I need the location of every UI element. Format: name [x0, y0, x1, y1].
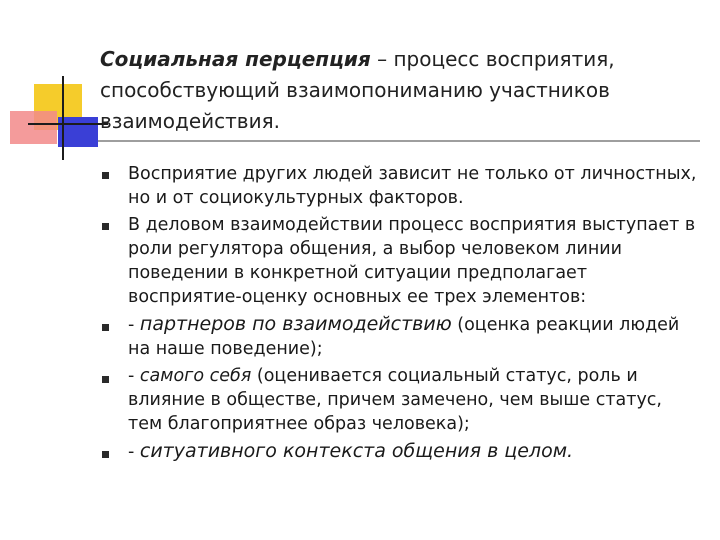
list-item	[100, 439, 700, 464]
title-term: Социальная перцепция	[100, 47, 371, 71]
red-square	[10, 111, 57, 144]
list-item-text: (оценка реакции людей на наше поведение);	[128, 315, 680, 359]
list-item-text: Восприятие других людей зависит не только от личностных, но и от социокультурных факторов.	[128, 164, 697, 208]
list-item-emphasis: ситуативного контекста общения в целом.	[139, 440, 574, 462]
list-item-emphasis: партнеров по взаимодействию	[139, 313, 452, 335]
list-item-text: (оценивается социальный статус, роль и влияние в обществе, причем замечено, чем выше статус, тем благоприятнее образ человека);	[128, 366, 662, 434]
list-item	[100, 312, 700, 361]
list-item	[100, 162, 700, 210]
decor-horizontal-line	[28, 123, 108, 125]
bullet-square-icon	[102, 451, 109, 458]
bullet-square-icon	[102, 376, 109, 383]
list-item-prefix: -	[128, 366, 140, 386]
bullet-list	[100, 162, 700, 464]
list-item-text: В деловом взаимодействии процесс восприятия выступает в роли регулятора общения, а выбор человеком линии поведении в конкретной ситуации предполагает восприятие-оценку основных ее трех элементов:	[128, 215, 696, 307]
list-item-prefix: -	[128, 315, 140, 335]
bullet-square-icon	[102, 172, 109, 179]
title-divider	[98, 140, 700, 142]
bullet-square-icon	[102, 324, 109, 331]
corner-decoration	[0, 0, 100, 170]
list-item	[100, 364, 700, 436]
slide-title	[100, 44, 700, 137]
title-definition: – процесс восприятия, способствующий взаимопониманию участников взаимодействия.	[100, 47, 615, 133]
list-item-emphasis: самого себя	[139, 366, 252, 386]
blue-square	[58, 117, 98, 147]
bullet-square-icon	[102, 223, 109, 230]
list-item-prefix: -	[128, 442, 140, 462]
list-item	[100, 213, 700, 309]
decor-vertical-line	[62, 76, 64, 160]
